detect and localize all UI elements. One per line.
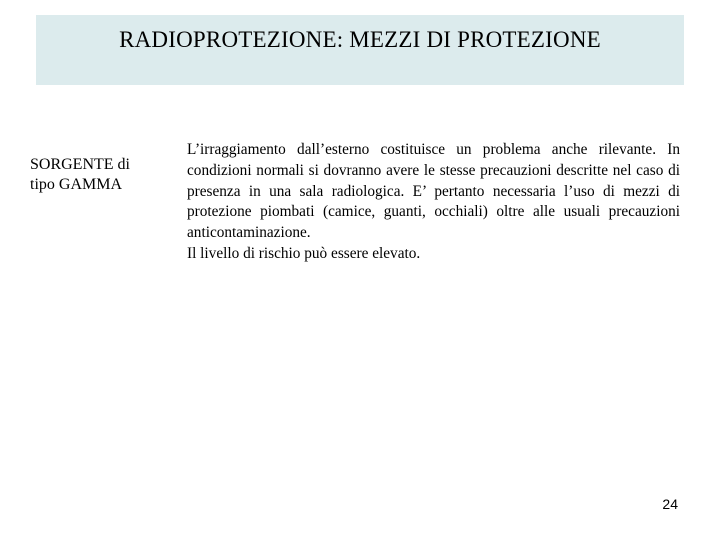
body-text <box>187 140 680 265</box>
source-type-label <box>30 155 160 195</box>
source-type-label-line1: SORGENTE di <box>30 156 130 173</box>
page-number: 24 <box>662 496 678 512</box>
body-paragraph-1: L’irraggiamento dall’esterno costituisce un problema anche rilevante. In condizioni normali si dovranno avere le stesse precauzioni descritte nel caso di presenza in una sala radiologica. E’ pertanto necessaria l’uso di mezzi di protezione piombati (camice, guanti, occhiali) oltre alle usuali precauzioni anticontaminazione. <box>187 141 680 242</box>
source-type-label-line2: tipo GAMMA <box>30 176 123 193</box>
title-banner <box>36 15 684 85</box>
slide-title: RADIOPROTEZIONE: MEZZI DI PROTEZIONE <box>119 27 601 52</box>
body-paragraph-2: Il livello di rischio può essere elevato. <box>187 244 421 262</box>
